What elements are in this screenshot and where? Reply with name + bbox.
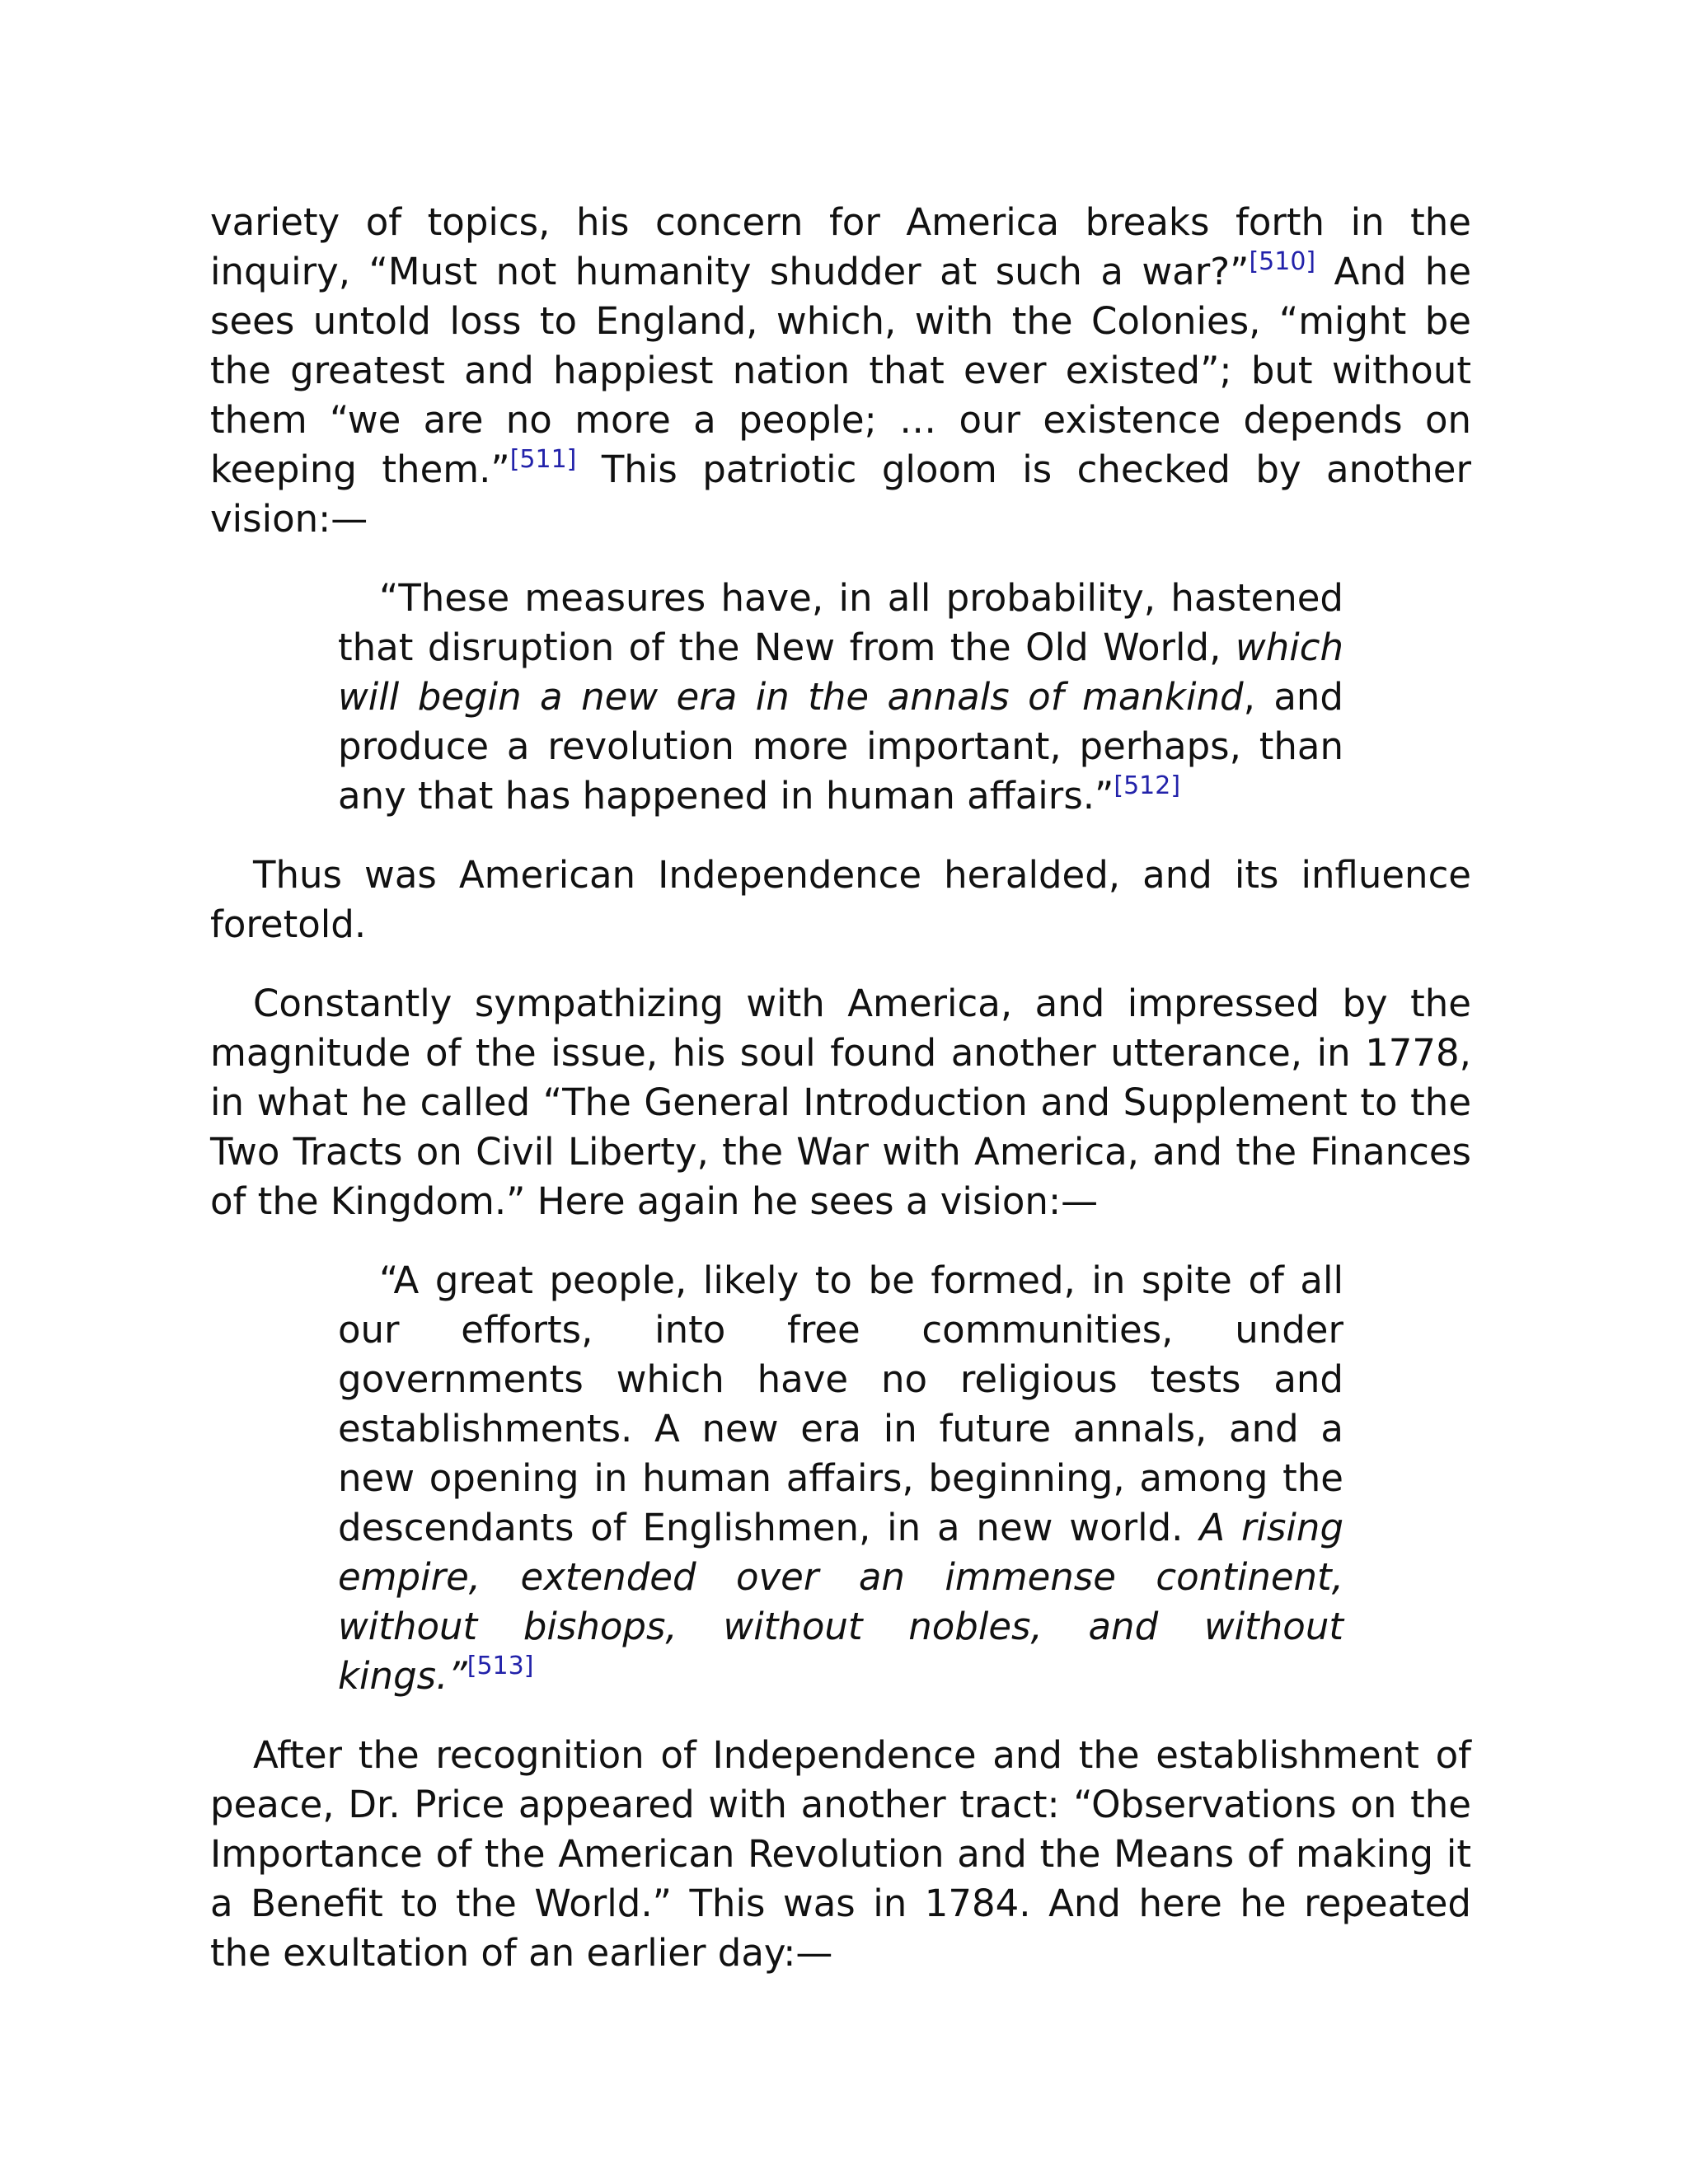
paragraph-1-text-b: And he sees untold loss to England, which, with the Colonies, “might be the greatest and happiest nation that ever existed”; but without them “we are no more a people; … our existence depends on keeping them.” — [210, 250, 1472, 491]
paragraph-2: Thus was American Independence heralded, and its influence foretold. — [210, 853, 1471, 946]
footnote-link-512[interactable]: [512] — [1114, 771, 1181, 800]
block-quote-1 — [338, 574, 1343, 821]
paragraph-3: Constantly sympathizing with America, and impressed by the magnitude of the issue, his soul found another utterance, in 1778, in what he called “The General Introduction and Supplement to the Two Tracts on Civil Liberty, the War with America, and the Finances of the Kingdom.” Here again he sees a vision:— — [210, 982, 1471, 1223]
quote-2-text-a: “A great people, likely to be formed, in spite of all our efforts, into free communities, under governments which have no religious tests and establishments. A new era in future annals, and a new opening in human affairs, beginning, among the descendants of Englishmen, in a new world. — [338, 1258, 1343, 1549]
quote-1-emphasis: which will begin a new era in the annals of mankind — [338, 626, 1343, 719]
paragraph-1-text-c: This patriotic gloom is checked by another vision:— — [210, 448, 1471, 541]
footnote-link-513[interactable]: [513] — [467, 1652, 534, 1680]
paragraph-1 — [210, 198, 1471, 544]
quote-2-emphasis: A rising empire, extended over an immense continent, without bishops, without nobles, and without kings. — [338, 1506, 1344, 1698]
block-quote-2 — [338, 1256, 1343, 1701]
document-page — [210, 198, 1471, 2008]
paragraph-4: After the recognition of Independence and the establishment of peace, Dr. Price appeared with another tract: “Observations on the Importance of the American Revolution and the Means of making it a Benefit to the World.” This was in 1784. And here he repeated the exultation of an earlier day:— — [210, 1733, 1471, 1975]
paragraph-1-text-a: variety of topics, his concern for America breaks forth in the inquiry, “Must not humanity shudder at such a war?” — [210, 200, 1471, 293]
quote-1-text-b: , and produce a revolution more important, perhaps, than any that has happened in human affairs.” — [338, 675, 1343, 818]
footnote-link-510[interactable]: [510] — [1249, 247, 1316, 276]
footnote-link-511[interactable]: [511] — [509, 445, 577, 474]
quote-2-closing-mark: ” — [448, 1654, 467, 1698]
quote-1-text-a: “These measures have, in all probability, hastened that disruption of the New from the Old World, — [338, 576, 1343, 669]
